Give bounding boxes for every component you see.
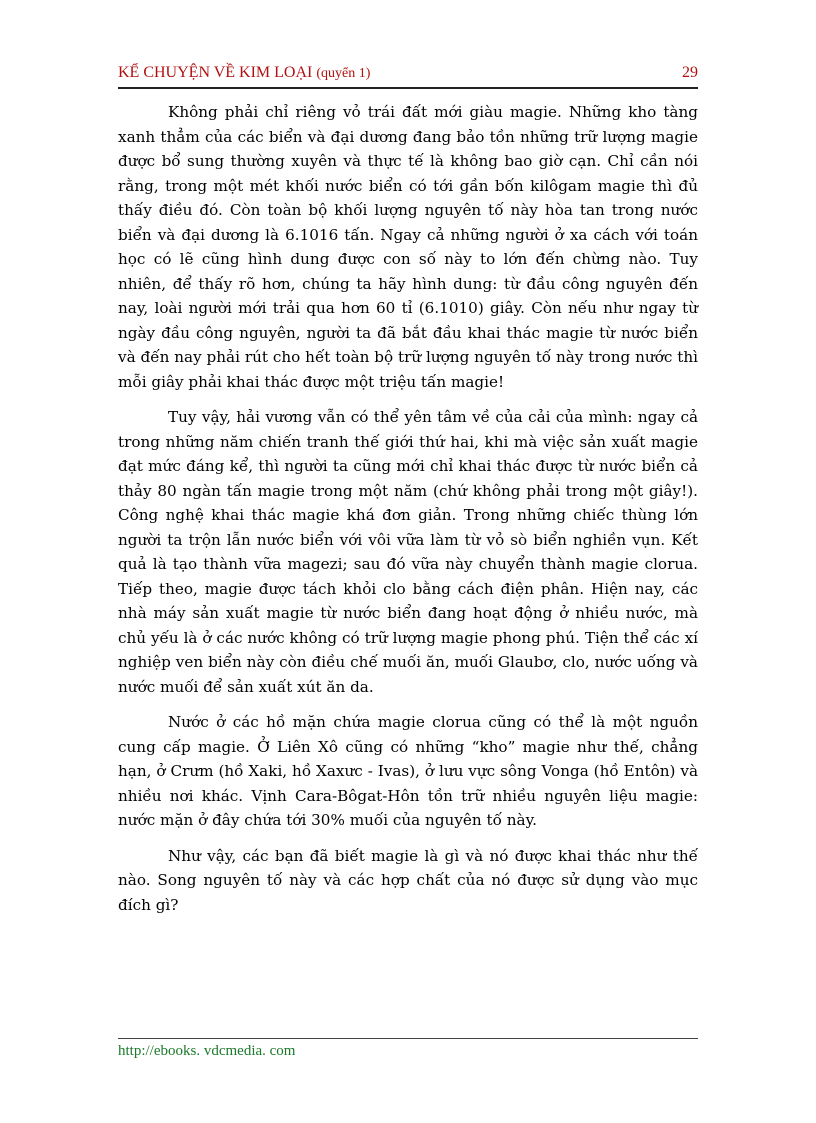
page-number: 29: [682, 64, 698, 81]
running-title: [118, 64, 370, 82]
paragraph: Không phải chỉ riêng vỏ trái đất mới giàu magie. Những kho tàng xanh thẳm của các biển và đại dương đang bảo tồn những trữ lượng magie được bổ sung thường xuyên và thực tế là không bao giờ cạn. Chỉ cần nói rằng, trong một mét khối nước biển có tới gần bốn kilôgam magie thì đủ thấy điều đó. Còn toàn bộ khối lượng nguyên tố này hòa tan trong nước biển và đại dương là 6.1016 tấn. Ngay cả những người ở xa cách với toán học có lẽ cũng hình dung được con số này to lớn đến chừng nào. Tuy nhiên, để thấy rõ hơn, chúng ta hãy hình dung: từ đầu công nguyên đến nay, loài người mới trải qua hơn 60 tỉ (6.1010) giây. Còn nếu như ngay từ ngày đầu công nguyên, người ta đã bắt đầu khai thác magie từ nước biển và đến nay phải rút cho hết toàn bộ trữ lượng nguyên tố này trong nước thì mỗi giây phải khai thác được một triệu tấn magie!: [118, 103, 698, 391]
paragraph: Tuy vậy, hải vương vẫn có thể yên tâm về của cải của mình: ngay cả trong những năm chiến tranh thế giới thứ hai, khi mà việc sản xuất magie đạt mức đáng kể, thì người ta cũng mới chỉ khai thác được từ nước biển cả thảy 80 ngàn tấn magie trong một năm (chứ không phải trong một giây!). Công nghệ khai thác magie khá đơn giản. Trong những chiếc thùng lớn người ta trộn lẫn nước biển với vôi vữa làm từ vỏ sò biển nghiền vụn. Kết quả là tạo thành vữa magezi; sau đó vữa này chuyển thành magie clorua. Tiếp theo, magie được tách khỏi clo bằng cách điện phân. Hiện nay, các nhà máy sản xuất magie từ nước biển đang hoạt động ở nhiều nước, mà chủ yếu là ở các nước không có trữ lượng magie phong phú. Tiện thể các xí nghiệp ven biển này còn điều chế muối ăn, muối Glaubơ, clo, nước uống và nước muối để sản xuất xút ăn da.: [118, 408, 698, 696]
main-text: [118, 100, 698, 928]
paragraph: Như vậy, các bạn đã biết magie là gì và nó được khai thác như thế nào. Song nguyên tố này và các hợp chất của nó được sử dụng vào mục đích gì?: [118, 846, 698, 914]
footer-website-link[interactable]: http://ebooks. vdcmedia. com: [118, 1043, 296, 1059]
page-header: [118, 64, 698, 86]
footer-divider: [118, 1038, 698, 1039]
book-title: KỂ CHUYỆN VỀ KIM LOẠI: [118, 64, 313, 81]
header-divider: [118, 87, 698, 89]
paragraph: Nước ở các hồ mặn chứa magie clorua cũng có thể là một nguồn cung cấp magie. Ở Liên Xô cũng có những “kho” magie như thế, chẳng hạn, ở Crưm (hồ Xaki, hồ Xaxưc - Ivas), ở lưu vực sông Vonga (hồ Entôn) và nhiều nơi khác. Vịnh Cara-Bôgat-Hôn tồn trữ nhiều nguyên liệu magie: nước mặn ở đây chứa tới 30% muối của nguyên tố này.: [118, 713, 698, 829]
volume-label: (quyển 1): [316, 66, 371, 81]
